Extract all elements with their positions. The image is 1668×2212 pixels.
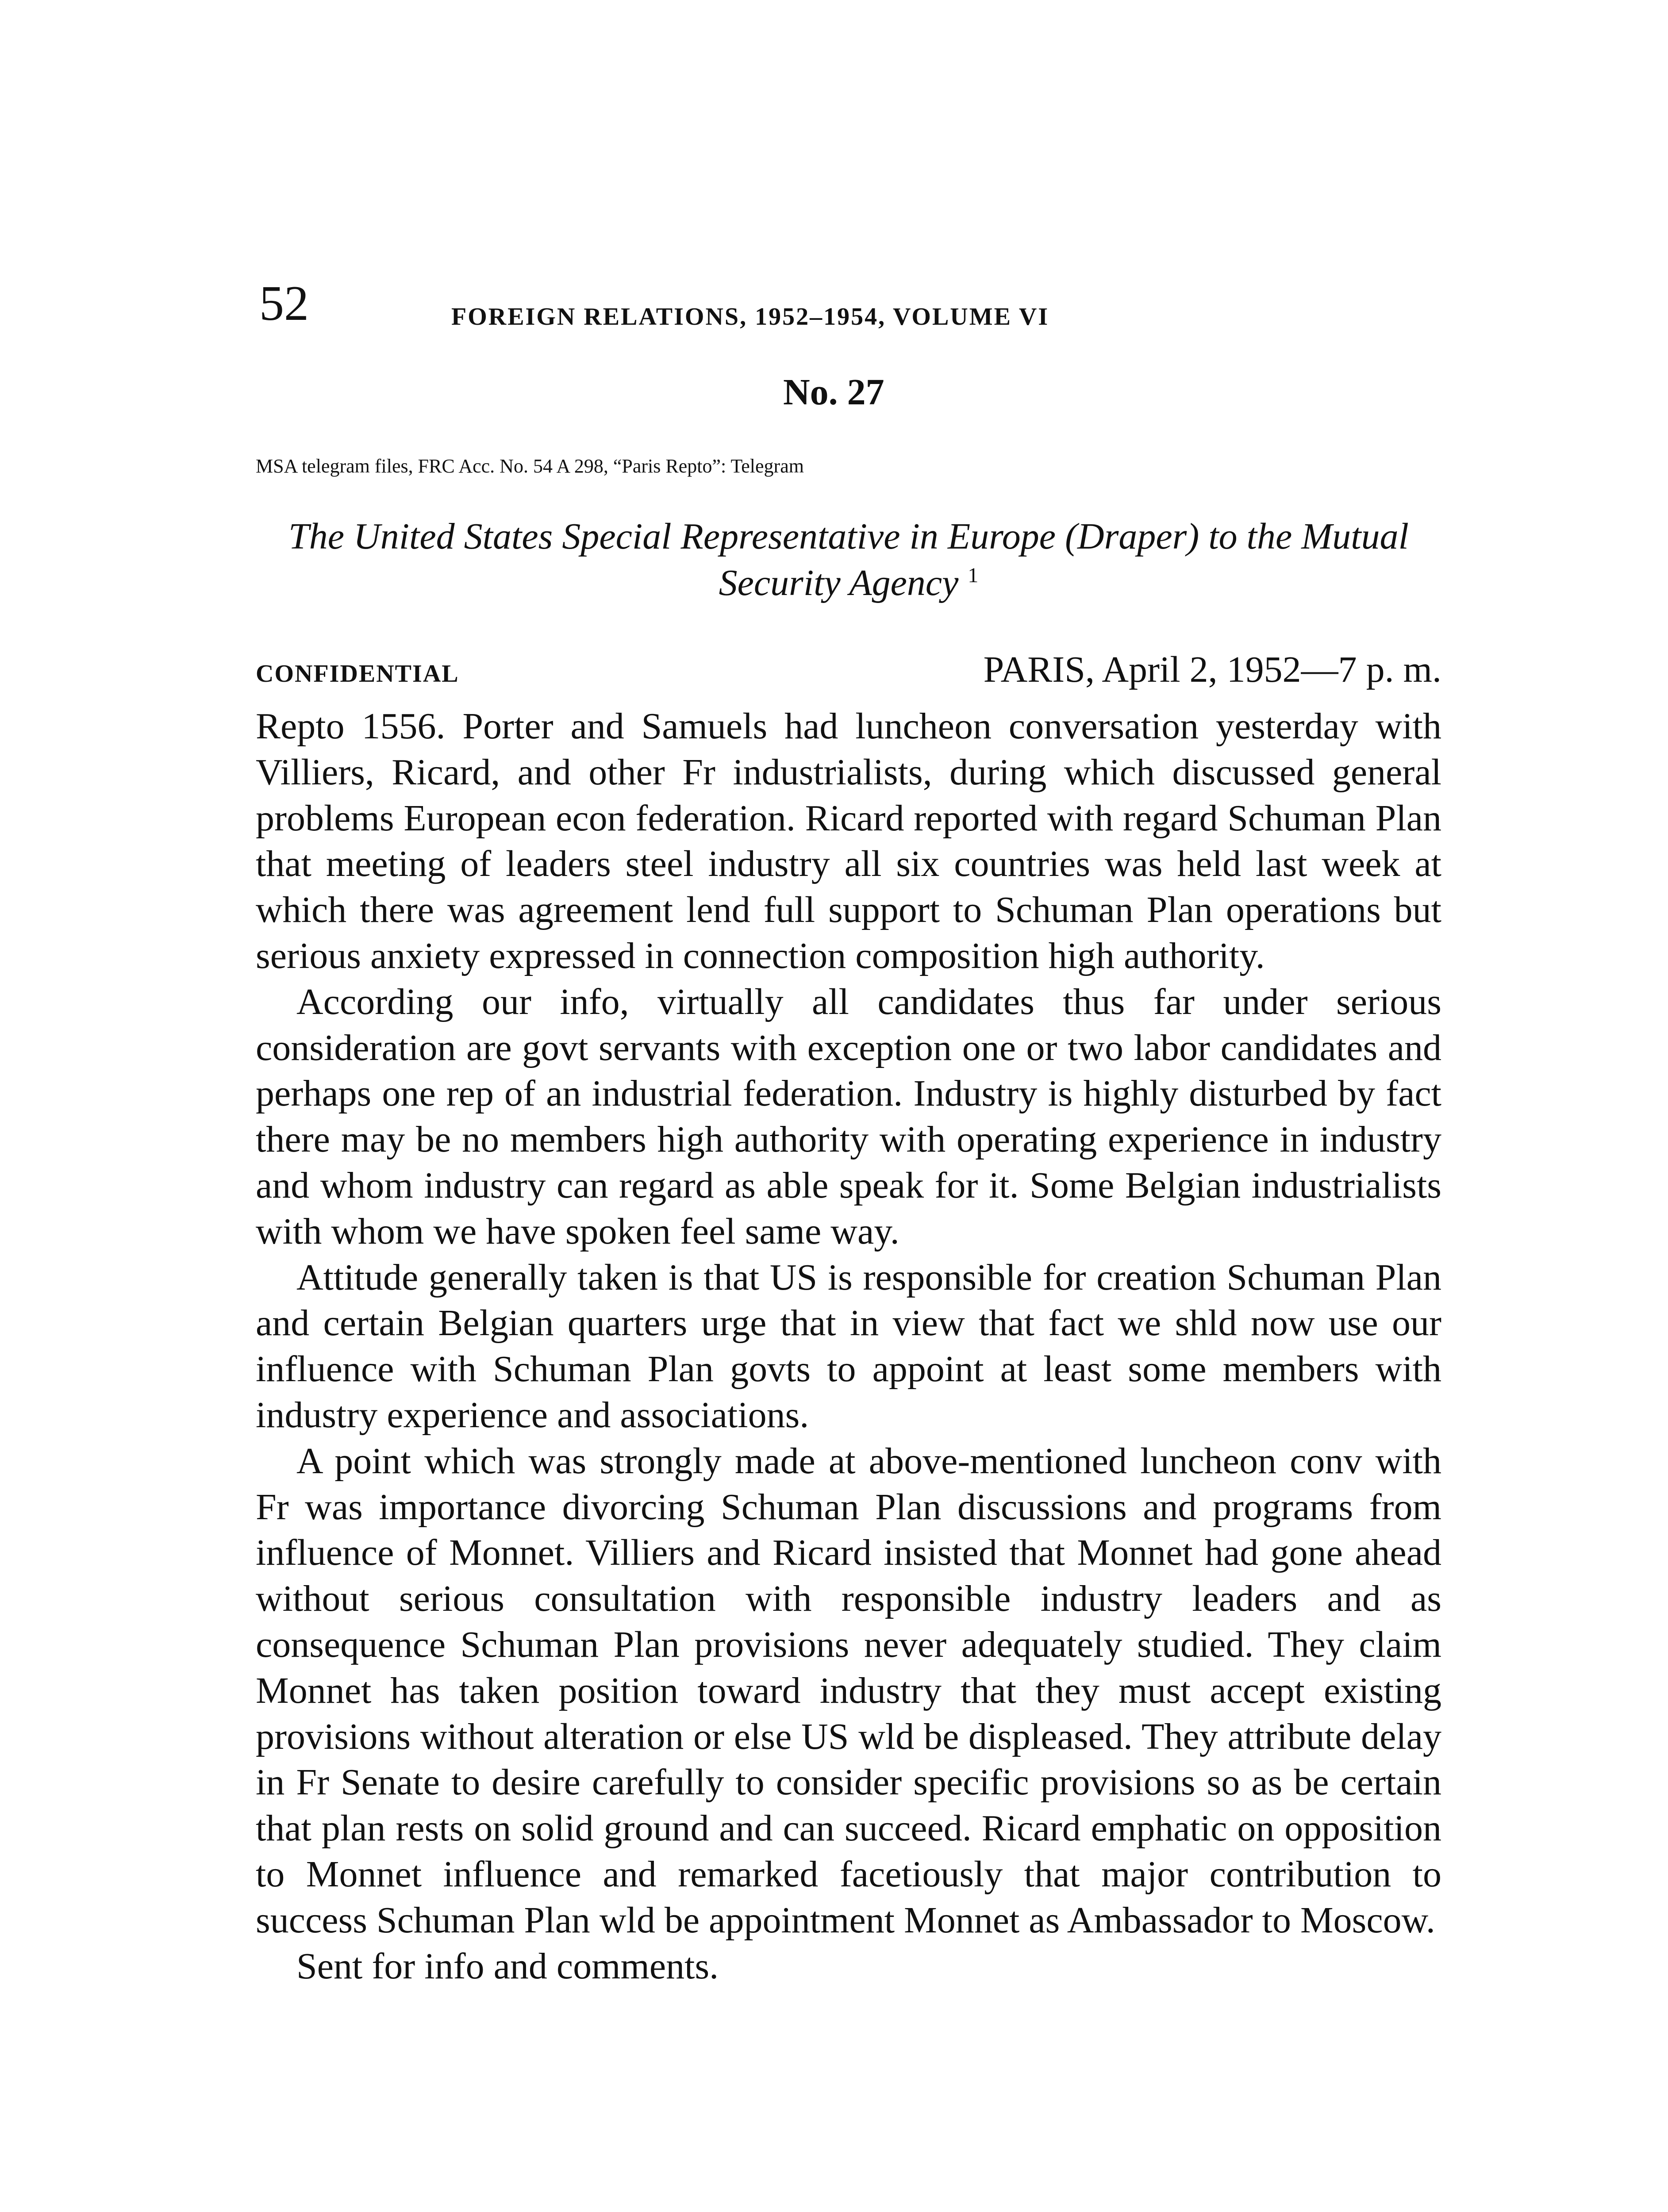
- title-footnote-marker: 1: [968, 564, 979, 587]
- classification-label: CONFIDENTIAL: [256, 660, 459, 687]
- telegram-body: [256, 703, 1441, 1989]
- source-line: MSA telegram files, FRC Acc. No. 54 A 298, “Paris Repto”: Telegram: [256, 455, 804, 477]
- document-title-text: The United States Special Representative in Europe (Draper) to the Mutual Security Agency: [288, 516, 1409, 603]
- body-paragraph: A point which was strongly made at above-mentioned luncheon conv with Fr was importance divorcing Schuman Plan discussions and programs from influence of Monnet. Villiers and Ricard insisted that Monnet had gone ahead without serious consultation with responsible industry leaders and as consequence Schuman Plan provisions never adequately studied. They claim Monnet has taken position toward industry that they must accept existing provisions without alteration or else US wld be displeased. They attribute delay in Fr Senate to desire carefully to consider specific provisions so as be certain that plan rests on solid ground and can succeed. Ricard emphatic on opposition to Monnet influence and remarked facetiously that major contribution to success Schuman Plan wld be appointment Monnet as Ambassador to Moscow.: [256, 1440, 1441, 1941]
- running-head: FOREIGN RELATIONS, 1952–1954, VOLUME VI: [451, 303, 1049, 330]
- body-paragraph: According our info, virtually all candidates thus far under serious consideration are govt servants with exception one or two labor candidates and perhaps one rep of an industrial federation. Industry is highly disturbed by fact there may be no members high authority with operating experience in industry and whom industry can regard as able speak for it. Some Belgian industrialists with whom we have spoken feel same way.: [256, 981, 1441, 1252]
- document-title: [256, 513, 1441, 606]
- document-number: No. 27: [783, 372, 884, 413]
- page-number: 52: [259, 276, 309, 331]
- body-paragraph: Sent for info and comments.: [296, 1945, 719, 1987]
- body-paragraph: Attitude generally taken is that US is responsible for creation Schuman Plan and certain Belgian quarters urge that in view that fact we shld now use our influence with Schuman Plan govts to appoint at least some members with industry experience and associations.: [256, 1256, 1441, 1436]
- dateline: PARIS, April 2, 1952—7 p. m.: [983, 649, 1441, 690]
- body-paragraph: Repto 1556. Porter and Samuels had luncheon conversation yesterday with Villiers, Ricard, and other Fr industrialists, during which discussed general problems European econ federation. Ricard reported with regard Schuman Plan that meeting of leaders steel industry all six countries was held last week at which there was agreement lend full support to Schuman Plan operations but serious anxiety expressed in connection composition high authority.: [256, 706, 1441, 976]
